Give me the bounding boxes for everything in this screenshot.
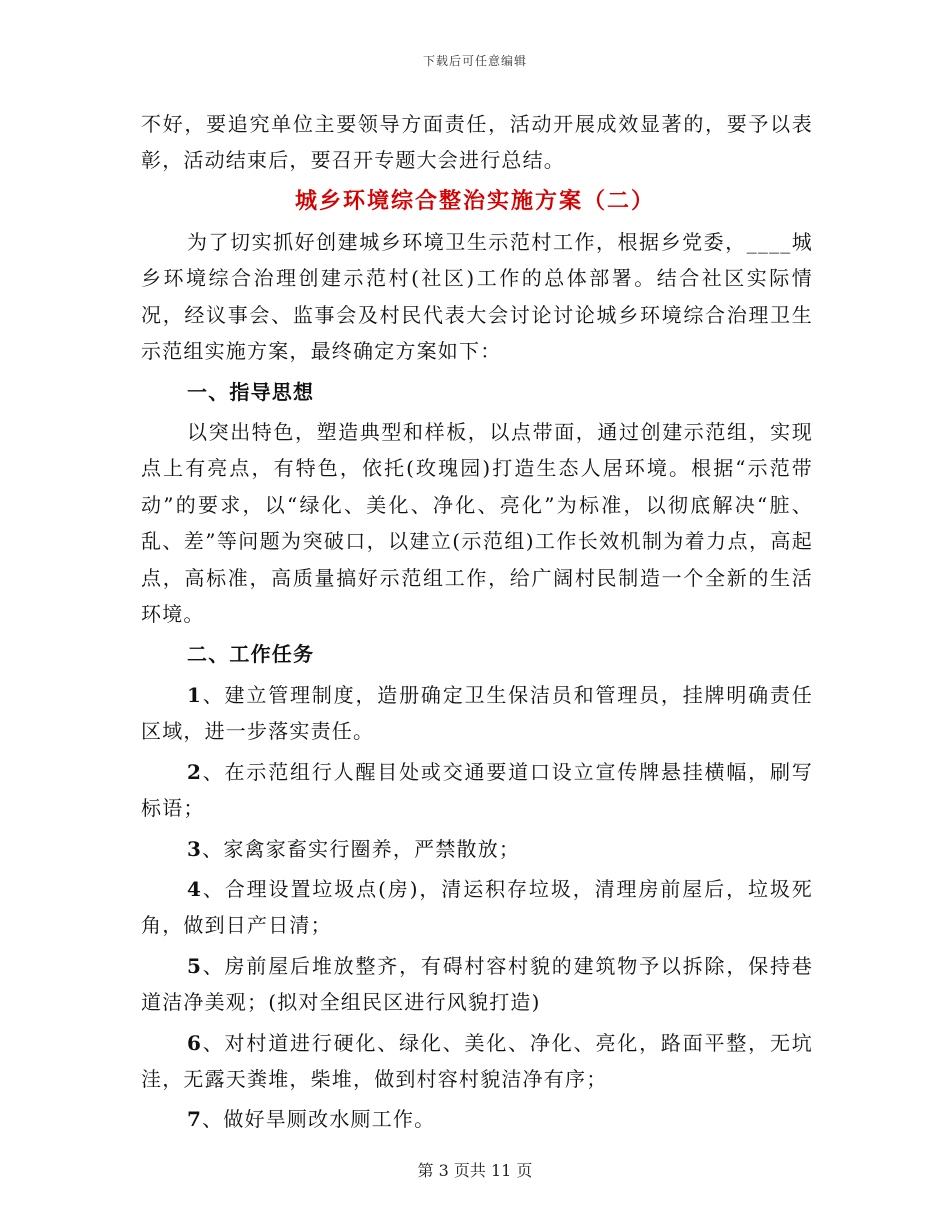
section-text-guiding: 以突出特色，塑造典型和样板，以点带面，通过创建示范组，实现点上有亮点，有特色，依托(玫瑰园)打造生态人居环境。根据“示范带动”的要求，以“绿化、美化、净化、亮化”为标准，以彻底解决“脏、乱、差”等问题为突破口，以建立(示范组)工作长效机制为着力点，高起点，高标准，高质量搞好示范组工作，给广阔村民制造一个全新的生活环境。	[141, 420, 813, 627]
paragraph-continued: 不好，要追究单位主要领导方面责任，活动开展成效显著的，要予以表彰，活动结束后，要召开专题大会进行总结。	[141, 112, 813, 173]
section-heading-tasks: 二、工作任务	[187, 642, 315, 667]
task-text: 、房前屋后堆放整齐，有碍村容村貌的建筑物予以拆除，保持巷道洁净美观；(拟对全组民区进行风貌打造)	[141, 953, 813, 1015]
task-item	[141, 1025, 813, 1098]
task-number: 6	[187, 1030, 203, 1055]
task-item	[141, 948, 813, 1021]
task-number: 3	[187, 836, 203, 861]
task-number: 1	[187, 682, 203, 707]
task-text: 、合理设置垃圾点(房)，清运积存垃圾，清理房前屋后，垃圾死角，做到日产日清；	[141, 876, 813, 938]
intro-paragraph: 为了切实抓好创建城乡环境卫生示范村工作，根据乡党委，____城乡环境综合治理创建示范村(社区)工作的总体部署。结合社区实际情况，经议事会、监事会及村民代表大会讨论讨论城乡环境综合治理卫生示范组实施方案，最终确定方案如下：	[141, 230, 813, 364]
main-content	[141, 224, 813, 1138]
task-item	[141, 831, 813, 867]
task-item	[141, 677, 813, 750]
task-text: 、在示范组行人醒目处或交通要道口设立宣传牌悬挂横幅，刷写标语；	[141, 759, 813, 821]
page-header-note: 下载后可任意编辑	[422, 54, 527, 68]
top-paragraph-block	[141, 106, 813, 179]
task-item	[141, 1101, 813, 1137]
task-number: 2	[187, 759, 203, 784]
task-number: 5	[187, 953, 203, 978]
document-title: 城乡环境综合整治实施方案（二）	[294, 188, 655, 214]
task-item	[141, 871, 813, 944]
task-text: 、家禽家畜实行圈养，严禁散放；	[202, 836, 521, 861]
task-text: 、对村道进行硬化、绿化、美化、净化、亮化，路面平整，无坑洼，无露天粪堆，柴堆，做到村容村貌洁净有序；	[141, 1030, 813, 1091]
task-text: 、建立管理制度，造册确定卫生保洁员和管理员，挂牌明确责任区域，进一步落实责任。	[141, 682, 813, 744]
task-number: 4	[187, 876, 203, 901]
page-number-footer: 第 3 页共 11 页	[417, 1161, 533, 1180]
section-heading-guiding: 一、指导思想	[187, 379, 315, 404]
task-number: 7	[187, 1107, 203, 1132]
task-item	[141, 754, 813, 827]
task-text: 、做好旱厕改水厕工作。	[202, 1107, 436, 1132]
